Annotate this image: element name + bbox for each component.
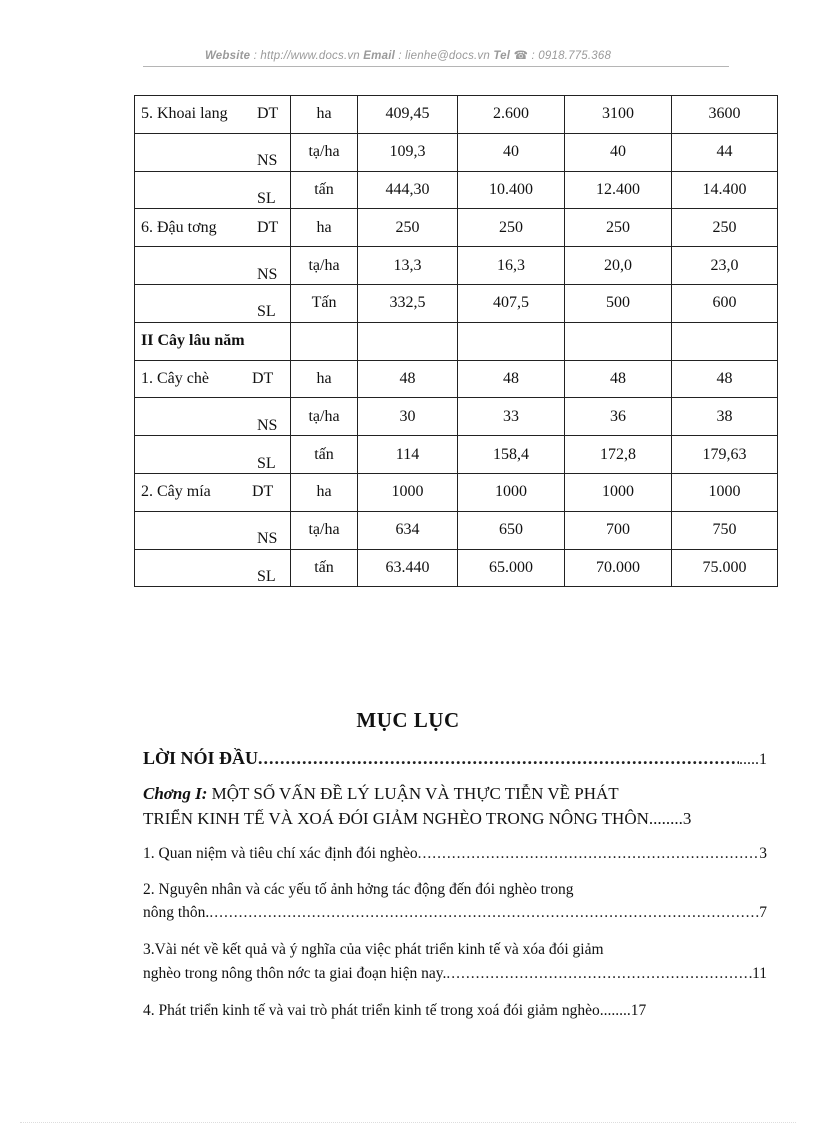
crop-name: II Cây lâu năm: [141, 332, 245, 350]
value-cell: 38: [672, 398, 778, 436]
website-url[interactable]: : http://www.docs.vn: [250, 50, 364, 62]
unit-cell: tấn: [291, 171, 358, 209]
toc-page-number: 7: [759, 904, 767, 921]
header-divider: [143, 66, 729, 67]
crop-name-cell: [135, 171, 291, 209]
table-row: [135, 398, 778, 436]
toc-page-number: 3: [759, 845, 767, 862]
table-row: [135, 209, 778, 247]
toc-entry-text: 2. Nguyên nhân và các yếu tố ảnh hởng tác động đến đói nghèo trong: [143, 881, 574, 898]
value-cell: 10.400: [458, 171, 565, 209]
table-row: [135, 284, 778, 322]
indicator-code: DT: [252, 483, 274, 501]
value-cell: 250: [358, 209, 458, 247]
website-label: Website: [204, 50, 251, 62]
unit-cell: tạ/ha: [291, 398, 358, 436]
toc-entry-section-2[interactable]: [143, 881, 767, 899]
toc-title: MỤC LỤC: [356, 708, 460, 732]
toc-entry-text: 1. Quan niệm và tiêu chí xác định đói nghèo: [143, 845, 418, 862]
value-cell: 444,30: [358, 171, 458, 209]
value-cell: 48: [672, 360, 778, 398]
leader-dots: [209, 904, 759, 922]
toc-page-number: 11: [752, 965, 767, 982]
crop-name-cell: [135, 360, 291, 398]
indicator-code: NS: [257, 530, 278, 548]
table-row: [135, 322, 778, 360]
indicator-code: DT: [257, 218, 279, 236]
toc-entry-section-3[interactable]: [143, 941, 767, 959]
toc-entry-section-1[interactable]: [143, 845, 767, 863]
indicator-code: NS: [257, 152, 278, 170]
crop-name-cell: [135, 209, 291, 247]
value-cell: 30: [358, 398, 458, 436]
crop-name-cell: [135, 284, 291, 322]
crop-name-cell: [135, 96, 291, 134]
value-cell: 3100: [565, 96, 672, 134]
value-cell: 634: [358, 511, 458, 549]
indicator-code: NS: [257, 416, 278, 434]
value-cell: 250: [565, 209, 672, 247]
table-row: [135, 96, 778, 134]
table-row: [135, 171, 778, 209]
value-cell: 1000: [565, 473, 672, 511]
value-cell: 1000: [458, 473, 565, 511]
toc-entry-chapter-1-cont[interactable]: [143, 809, 767, 829]
unit-cell: [291, 322, 358, 360]
table-row: [135, 511, 778, 549]
value-cell: 48: [358, 360, 458, 398]
unit-cell: ha: [291, 209, 358, 247]
value-cell: 48: [458, 360, 565, 398]
table-row: [135, 133, 778, 171]
value-cell: 407,5: [458, 284, 565, 322]
table-row: [135, 436, 778, 474]
crop-name-cell: [135, 133, 291, 171]
value-cell: [358, 322, 458, 360]
toc-page-number: ........17: [599, 1002, 647, 1019]
toc-entry-text: nông thôn.: [143, 904, 210, 921]
crop-name-cell: [135, 549, 291, 587]
email-address[interactable]: : lienhe@docs.vn: [394, 50, 494, 62]
table-row: [135, 473, 778, 511]
value-cell: 409,45: [358, 96, 458, 134]
table-row: [135, 247, 778, 285]
indicator-code: DT: [257, 105, 279, 123]
value-cell: 14.400: [672, 171, 778, 209]
crop-name-cell: [135, 398, 291, 436]
toc-entry-text: 4. Phát triển kinh tế và vai trò phát triển kinh tế trong xoá đói giảm nghèo: [143, 1002, 600, 1019]
unit-cell: tạ/ha: [291, 247, 358, 285]
chapter-label: Chơng I:: [143, 784, 208, 803]
value-cell: 600: [672, 284, 778, 322]
toc-entry-text: LỜI NÓI ĐẦU: [143, 748, 259, 768]
leader-dots: [418, 845, 760, 863]
phone-icon: ☎: [513, 50, 529, 62]
indicator-code: SL: [257, 189, 276, 207]
value-cell: 250: [672, 209, 778, 247]
indicator-code: SL: [257, 454, 276, 472]
unit-cell: Tấn: [291, 284, 358, 322]
unit-cell: ha: [291, 360, 358, 398]
indicator-code: DT: [252, 369, 274, 387]
crop-name-cell: [135, 247, 291, 285]
value-cell: 650: [458, 511, 565, 549]
value-cell: 70.000: [565, 549, 672, 587]
unit-cell: ha: [291, 473, 358, 511]
value-cell: 114: [358, 436, 458, 474]
value-cell: 63.440: [358, 549, 458, 587]
value-cell: 179,63: [672, 436, 778, 474]
chapter-title-line-1: MỘT SỐ VẤN ĐỀ LÝ LUẬN VÀ THỰC TIỄN VỀ PHÁT: [207, 784, 619, 803]
value-cell: 48: [565, 360, 672, 398]
value-cell: 1000: [672, 473, 778, 511]
unit-cell: tấn: [291, 549, 358, 587]
value-cell: 250: [458, 209, 565, 247]
toc-entry-text: 3.Vài nét về kết quả và ý nghĩa của việc phát triển kinh tế và xóa đói giảm: [143, 941, 604, 958]
chapter-title-line-2: TRIỂN KINH TẾ VÀ XOÁ ĐÓI GIẢM NGHÈO TRONG NÔNG THÔN: [143, 809, 649, 828]
value-cell: 172,8: [565, 436, 672, 474]
crop-name-cell: [135, 473, 291, 511]
email-label: Email: [363, 50, 395, 62]
toc-page-number: ........3: [648, 809, 692, 828]
unit-cell: tấn: [291, 436, 358, 474]
indicator-code: SL: [257, 303, 276, 321]
unit-cell: tạ/ha: [291, 133, 358, 171]
value-cell: 40: [565, 133, 672, 171]
page-header: [0, 48, 816, 62]
toc-entry-chapter-1[interactable]: [143, 784, 767, 804]
value-cell: 12.400: [565, 171, 672, 209]
value-cell: 23,0: [672, 247, 778, 285]
toc-entry-section-4[interactable]: [143, 1002, 767, 1020]
value-cell: 75.000: [672, 549, 778, 587]
crop-name: 1. Cây chè: [141, 369, 209, 387]
value-cell: [565, 322, 672, 360]
crop-data-table: [134, 95, 778, 587]
tel-number: : 0918.775.368: [528, 50, 612, 62]
value-cell: 13,3: [358, 247, 458, 285]
crop-name: 2. Cây mía: [141, 483, 211, 501]
toc-entry-section-3-cont[interactable]: [143, 965, 767, 983]
toc-page-number: .....1: [739, 751, 767, 768]
value-cell: 158,4: [458, 436, 565, 474]
value-cell: 750: [672, 511, 778, 549]
indicator-code: NS: [257, 265, 278, 283]
value-cell: [672, 322, 778, 360]
value-cell: [458, 322, 565, 360]
unit-cell: tạ/ha: [291, 511, 358, 549]
crop-name: 6. Đậu tơng: [141, 218, 217, 236]
unit-cell: ha: [291, 96, 358, 134]
toc-entry-text: nghèo trong nông thôn nớc ta giai đoạn hiện nay.: [143, 965, 447, 982]
crop-name: 5. Khoai lang: [141, 105, 228, 123]
table-row: [135, 360, 778, 398]
value-cell: 65.000: [458, 549, 565, 587]
value-cell: 109,3: [358, 133, 458, 171]
table-row: [135, 549, 778, 587]
crop-name-cell: [135, 436, 291, 474]
crop-name-cell: [135, 322, 291, 360]
value-cell: 20,0: [565, 247, 672, 285]
value-cell: 44: [672, 133, 778, 171]
value-cell: 33: [458, 398, 565, 436]
toc-entry-section-2-cont[interactable]: [143, 904, 767, 922]
value-cell: 3600: [672, 96, 778, 134]
value-cell: 2.600: [458, 96, 565, 134]
value-cell: 40: [458, 133, 565, 171]
value-cell: 16,3: [458, 247, 565, 285]
value-cell: 700: [565, 511, 672, 549]
leader-dots: [258, 748, 739, 769]
crop-name-cell: [135, 511, 291, 549]
toc-entry-preface[interactable]: [143, 748, 767, 769]
tel-label: Tel: [493, 50, 511, 62]
leader-dots: [446, 965, 752, 983]
value-cell: 500: [565, 284, 672, 322]
value-cell: 36: [565, 398, 672, 436]
value-cell: 1000: [358, 473, 458, 511]
value-cell: 332,5: [358, 284, 458, 322]
indicator-code: SL: [257, 567, 276, 585]
